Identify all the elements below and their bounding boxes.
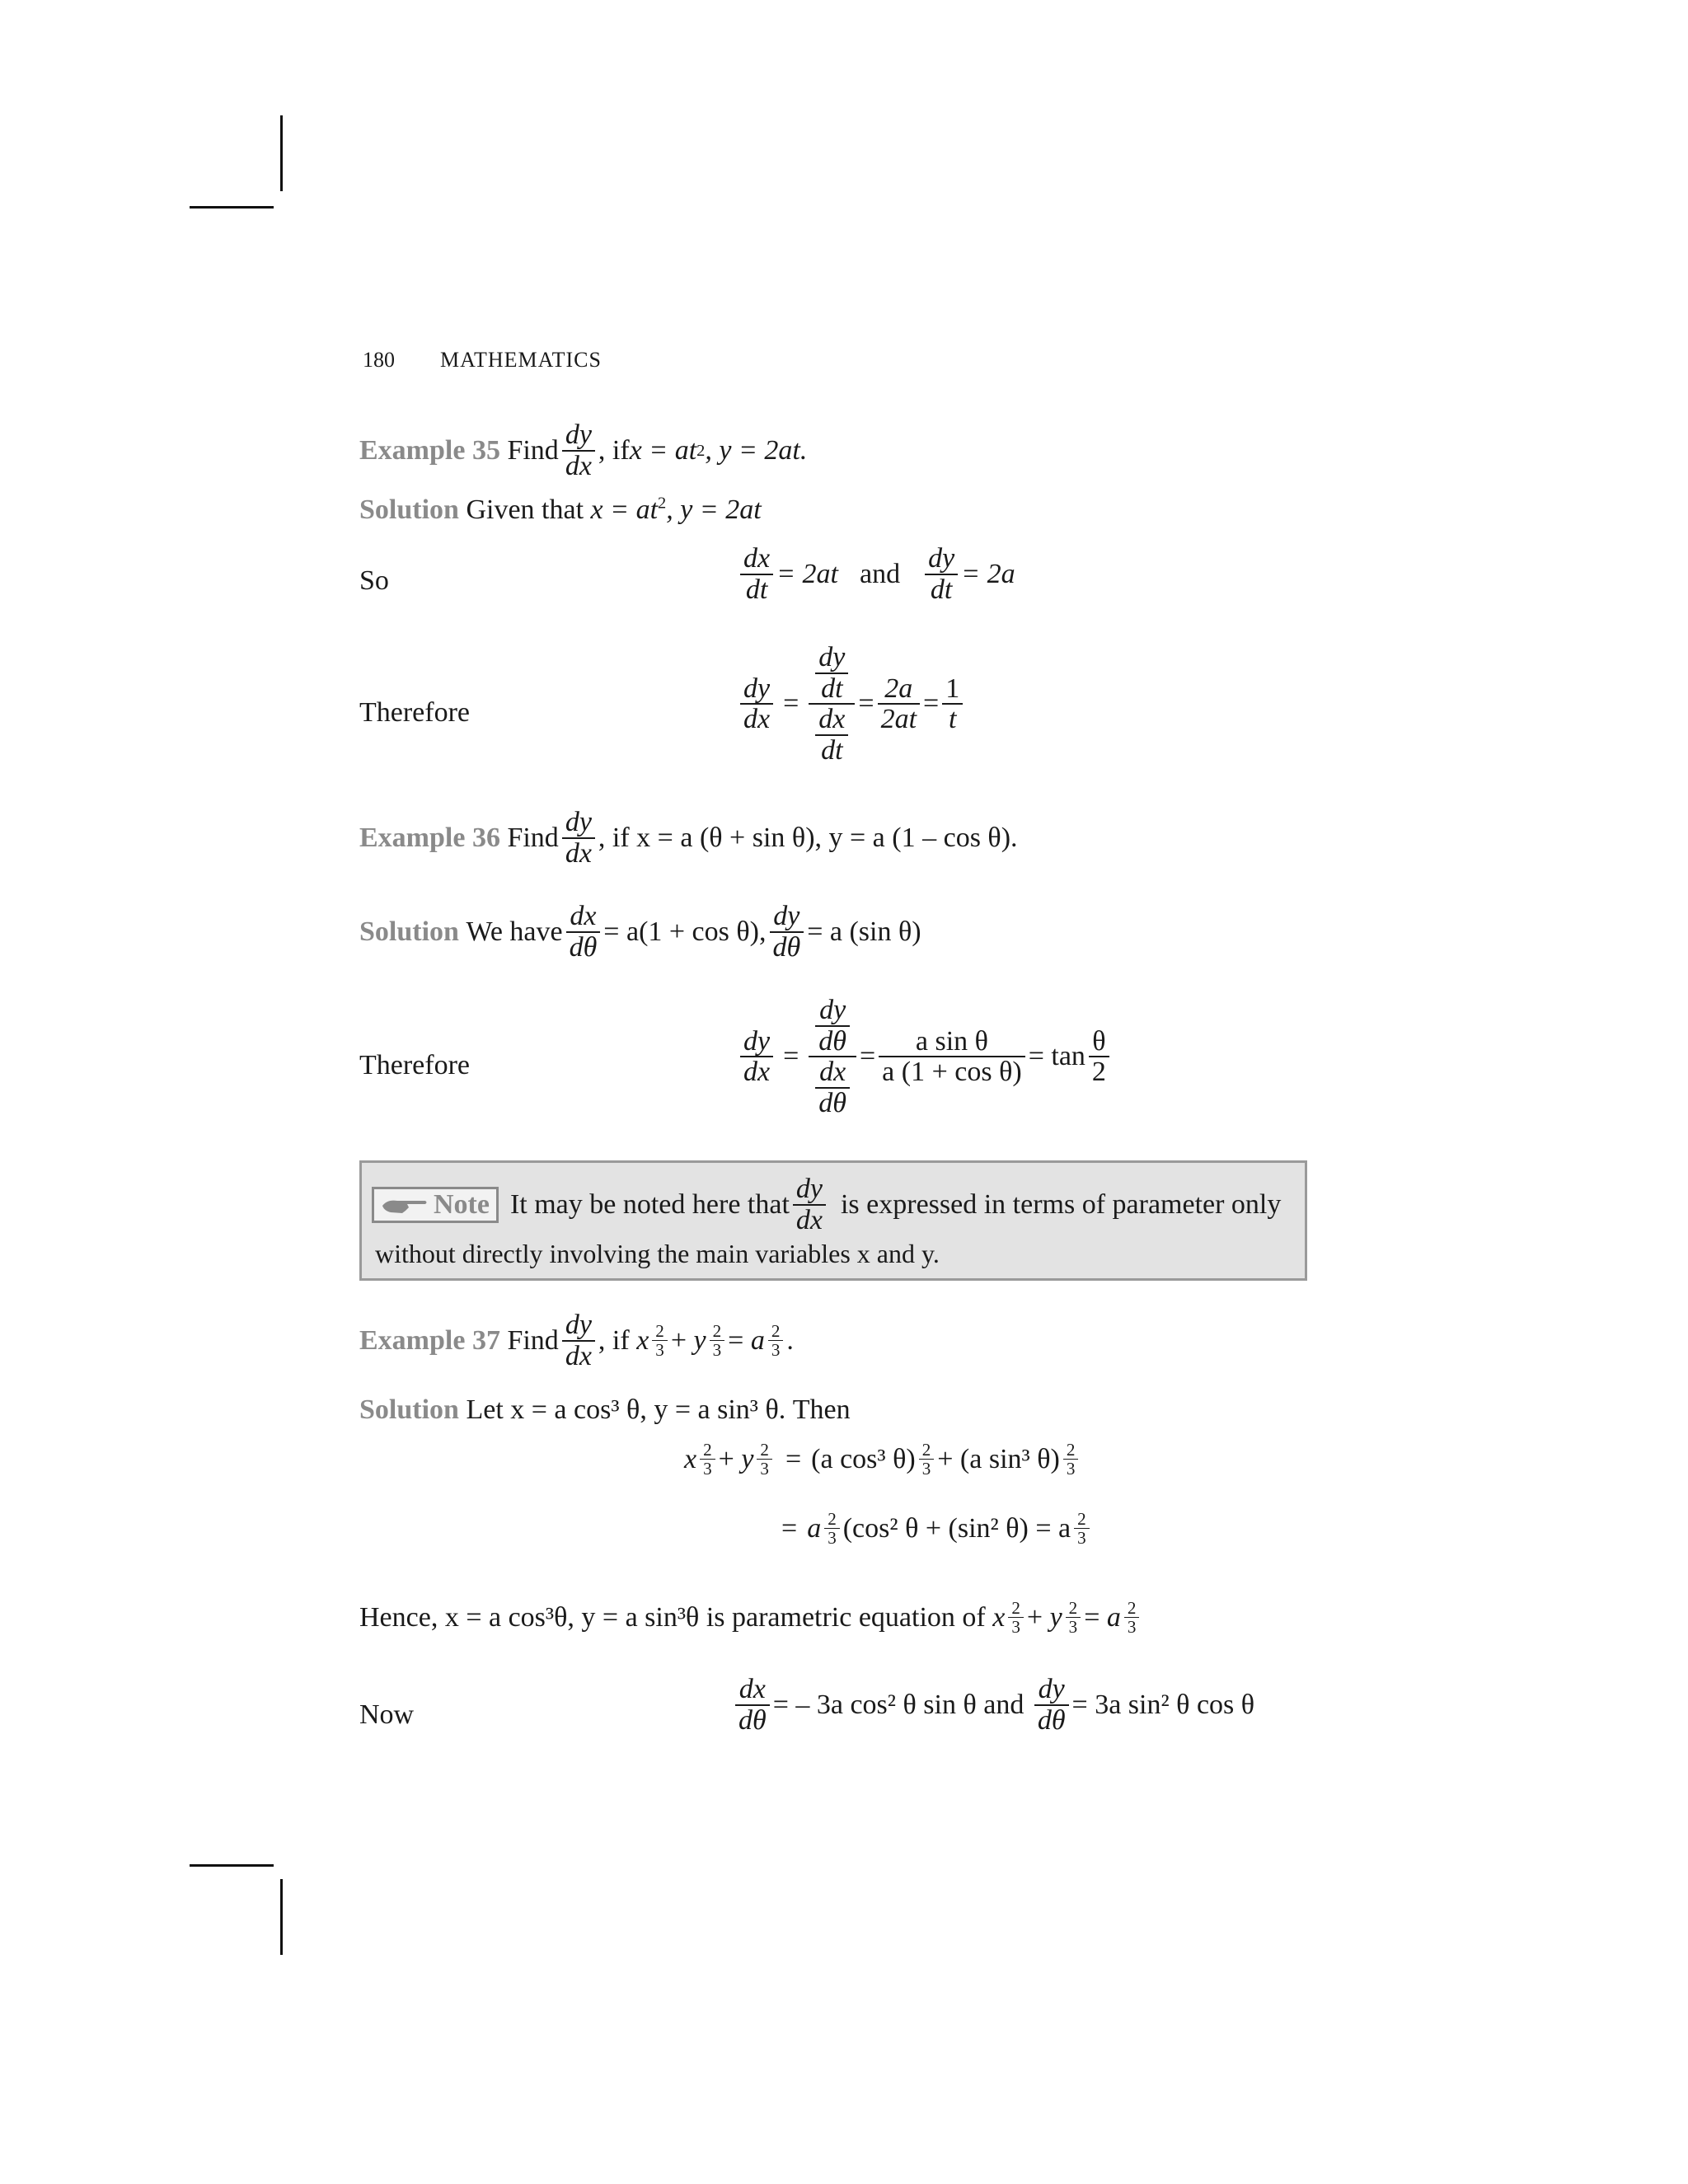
- now-label: Now: [359, 1699, 415, 1730]
- ex36-result: $\frac{dy}{dx}$ = $\frac{\frac{dy}{d\theta}}{\frac{dx}{d\theta}}$ = $\frac{\text{a sin θ}}{\text{a (1 + cos θ)}}$ = tan $\frac{\theta}{2}$: [737, 996, 1113, 1118]
- therefore-label: Therefore: [359, 697, 471, 728]
- therefore-label-2: Therefore: [359, 1050, 471, 1080]
- crop-mark-bottom-vertical: [280, 1879, 283, 1955]
- note-box: Note It may be noted here that $\frac{dy}{dx}$ is expressed in terms of parameter only without directly involving the main variables x and y.: [359, 1160, 1307, 1281]
- dy-dx-fraction: $\frac{dy}{dx}$: [562, 420, 595, 480]
- ex37-derivatives-line: $\frac{dx}{d\theta}$ = – 3a cos² θ sin θ and $\frac{dy}{d\theta}$ = 3a sin² θ cos θ: [732, 1675, 1254, 1735]
- example-36-statement: Example 36 Find $\frac{dy}{dx}$ , if x = a (θ + sin θ), y = a (1 – cos θ).: [359, 807, 1018, 869]
- crop-mark-top-vertical: [280, 115, 283, 191]
- ex35-result: $\frac{dy}{dx}$ = $\frac{\frac{dy}{dt}}{\frac{dx}{dt}}$ = $\frac{2a}{2at}$ = $\frac{1}{t}$: [737, 643, 966, 766]
- note-tag: Note: [372, 1187, 499, 1223]
- example-35-solution: Solution Given that $x = at^2$, y = 2at: [359, 494, 762, 525]
- example-37-solution: Solution Let x = a cos³ θ, y = a sin³ θ. Then: [359, 1394, 851, 1425]
- find-text: Find: [507, 434, 559, 466]
- hence-line: Hence, x = a cos³θ, y = a sin³θ is parametric equation of x $\frac{2}{3}$ + y $\frac{2}{3}$ = a $\frac{2}{3}$: [359, 1599, 1142, 1636]
- crop-mark-bottom-horizontal: [190, 1864, 274, 1867]
- ex37-line-2: = a $\frac{2}{3}$ (cos² θ + (sin² θ) = a $\frac{2}{3}$: [781, 1510, 1093, 1547]
- page-number: 180: [363, 348, 395, 372]
- example-37-statement: Example 37 Find $\frac{dy}{dx}$ , if x $\frac{2}{3}$ + y $\frac{2}{3}$ = a $\frac{2}{3}$ .: [359, 1310, 794, 1371]
- so-label: So: [359, 565, 389, 596]
- running-header: MATHEMATICS: [440, 348, 602, 372]
- pointing-hand-icon: [381, 1194, 429, 1216]
- ex35-derivatives-line: $\frac{dx}{dt}$ = 2at and $\frac{dy}{dt}$ = 2a: [737, 544, 1015, 604]
- ex37-line-1: x $\frac{2}{3}$ + y $\frac{2}{3}$ = (a cos³ θ) $\frac{2}{3}$ + (a sin³ θ) $\frac{2}{3}$: [684, 1441, 1081, 1478]
- example-35-label: Example 35: [359, 434, 500, 466]
- crop-mark-top-horizontal: [190, 206, 274, 209]
- example-36-solution: Solution We have $\frac{dx}{d\theta}$ = a(1 + cos θ), $\frac{dy}{d\theta}$ = a (sin θ): [359, 901, 921, 963]
- example-35-statement: Example 35 Find $\frac{dy}{dx}$ , if x = at 2 , y = 2at.: [359, 419, 808, 481]
